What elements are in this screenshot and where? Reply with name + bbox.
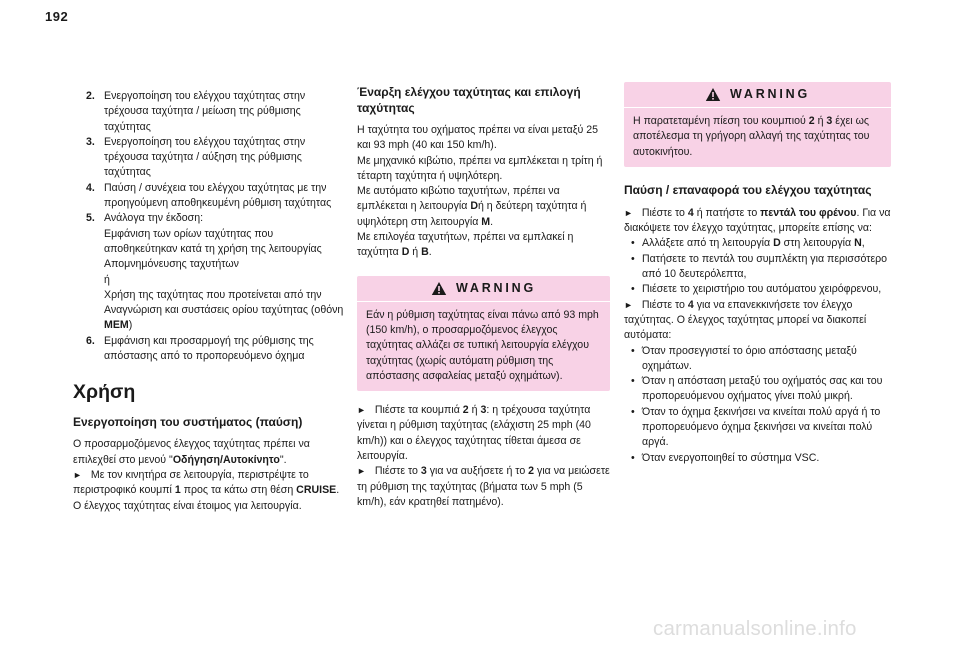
arrow-bullet-icon: ► bbox=[357, 405, 366, 416]
column-left bbox=[73, 89, 344, 514]
bullet-dot-icon: • bbox=[631, 237, 635, 250]
instruction-paragraph: ► Πιέστε το 3 για να αυξήσετε ή το 2 για να μειώσετε τη ρύθμιση της ταχύτητας (βήματα των 5 mph (5 km/h), εάν κρατηθεί πατημένο). bbox=[357, 465, 610, 508]
item-number: 6. bbox=[86, 334, 95, 347]
item-text: Εμφάνιση και προσαρμογή της ρύθμισης της απόστασης από το προπορευόμενο όχημα bbox=[104, 334, 314, 363]
item-text: Ενεργοποίηση του ελέγχου ταχύτητας στην τρέχουσα ταχύτητα / μείωση της ρύθμισης ταχύτητας bbox=[104, 90, 306, 133]
subsection-title: Ενεργοποίηση του συστήματος (παύση) bbox=[73, 415, 303, 430]
warning-label: WARNING bbox=[729, 86, 810, 101]
bullet-item: • Όταν προσεγγιστεί το όριο απόστασης μεταξύ οχημάτων. bbox=[631, 344, 857, 372]
warning-label: WARNING bbox=[455, 280, 536, 295]
arrow-bullet-icon: ► bbox=[624, 299, 633, 310]
warning-box bbox=[624, 82, 891, 167]
subsection-title: Παύση / επαναφορά του ελέγχου ταχύτητας bbox=[624, 182, 872, 197]
bullet-dot-icon: • bbox=[631, 405, 635, 418]
list-item bbox=[86, 135, 344, 181]
bullet-dot-icon: • bbox=[631, 375, 635, 388]
instruction-paragraph: ► Πιέστε το 4 ή πατήστε το πεντάλ του φρένου. Για να διακόψετε τον έλεγχο ταχύτητας, μπορείτε επίσης να: bbox=[624, 206, 891, 235]
bullet-item: • Όταν ενεργοποιηθεί το σύστημα VSC. bbox=[624, 451, 891, 466]
arrow-bullet-icon: ► bbox=[73, 469, 82, 480]
item-number: 5. bbox=[86, 212, 95, 225]
instruction-paragraph: ► Πιέστε το 4 για να επανεκκινήσετε τον έλεγχο ταχύτητας. Ο έλεγχος ταχύτητας μπορεί να διακοπεί αυτόματα: bbox=[624, 298, 867, 342]
paragraph: Με αυτόματο κιβώτιο ταχυτήτων, πρέπει να εμπλέκεται η λειτουργία Dή η δεύτερη ταχύτητα ή υψηλότερη στη λειτουργία M. bbox=[357, 185, 587, 228]
warning-header bbox=[357, 276, 610, 302]
bullet-dot-icon: • bbox=[631, 283, 635, 296]
arrow-bullet-icon: ► bbox=[357, 466, 366, 477]
warning-header bbox=[624, 82, 891, 108]
item-number: 3. bbox=[86, 135, 95, 148]
warning-text: Η παρατεταμένη πίεση του κουμπιού 2 ή 3 έχει ως αποτέλεσμα τη γρήγορη αλλαγή της ταχύτητας του αυτοκινήτου. bbox=[633, 115, 870, 158]
instruction-paragraph: ► Με τον κινητήρα σε λειτουργία, περιστρέψτε το περιστροφικό κουμπί 1 προς τα κάτω στη θέση CRUISE. Ο έλεγχος ταχύτητας είναι έτοιμος για λειτουργία. bbox=[73, 468, 340, 512]
bullet-item: • Αλλάξετε από τη λειτουργία D στη λειτουργία N, bbox=[624, 236, 891, 251]
item-5-option-b: Χρήση της ταχύτητας που προτείνεται από την Αναγνώριση και συστάσεις ορίου ταχύτητας (οθόνη MEM) bbox=[104, 288, 344, 332]
item-text: Παύση / συνέχεια του ελέγχου ταχύτητας με την προηγούμενη αποθηκευμένη ρύθμιση ταχύτητας bbox=[104, 181, 332, 210]
item-text: Ανάλογα την έκδοση: bbox=[104, 212, 204, 225]
page-number: 192 bbox=[45, 9, 69, 24]
list-item bbox=[86, 89, 344, 135]
list-item bbox=[86, 334, 344, 365]
instruction-paragraph: ► Πιέστε τα κουμπιά 2 ή 3: η τρέχουσα ταχύτητα γίνεται η ρύθμιση ταχύτητας (ελάχιστη 25 mph (40 km/h)) και ο έλεγχος ταχύτητας τίθεται άμεσα σε λειτουργία. bbox=[357, 404, 591, 463]
paragraph: Με επιλογέα ταχυτήτων, πρέπει να εμπλακεί η ταχύτητα D ή B. bbox=[357, 231, 574, 259]
item-number: 4. bbox=[86, 181, 95, 194]
bullet-item: • Πατήσετε το πεντάλ του συμπλέκτη για περισσότερο από 10 δευτερόλεπτα, bbox=[631, 252, 888, 281]
warning-box bbox=[357, 276, 610, 391]
bullet-dot-icon: • bbox=[631, 344, 635, 357]
paragraph: Με μηχανικό κιβώτιο, πρέπει να εμπλέκεται η τρίτη ή τέταρτη ταχύτητα ή υψηλότερη. bbox=[357, 154, 603, 182]
item-number: 2. bbox=[86, 90, 95, 102]
item-text: Ενεργοποίηση του ελέγχου ταχύτητας στην τρέχουσα ταχύτητα / αύξηση της ρύθμισης ταχύτητας bbox=[104, 135, 306, 179]
arrow-bullet-icon: ► bbox=[624, 207, 633, 218]
column-middle bbox=[357, 84, 610, 510]
warning-triangle-icon bbox=[431, 281, 447, 296]
item-5-option-a: Εμφάνιση των ορίων ταχύτητας που αποθηκεύτηκαν κατά τη χρήση της λειτουργίας Απομνημόνευσης ταχυτήτων bbox=[104, 227, 322, 271]
paragraph: Ο προσαρμοζόμενος έλεγχος ταχύτητας πρέπει να επιλεχθεί στο μενού "Οδήγηση/Αυτοκίνητο". bbox=[73, 438, 310, 466]
bullet-dot-icon: • bbox=[631, 451, 635, 464]
bullet-item: • Όταν το όχημα ξεκινήσει να κινείται πολύ αργά ή το προπορευόμενο όχημα ξεκινήσει να κινείται πολύ αργά. bbox=[631, 405, 881, 449]
bullet-dot-icon: • bbox=[631, 252, 635, 265]
watermark: carmanualsonline.info bbox=[653, 617, 857, 640]
paragraph: Η ταχύτητα του οχήματος πρέπει να είναι μεταξύ 25 και 93 mph (40 και 150 km/h). bbox=[357, 124, 599, 152]
list-item bbox=[86, 211, 344, 226]
list-item bbox=[86, 181, 344, 212]
warning-triangle-icon bbox=[705, 87, 721, 102]
bullet-item: • Όταν η απόσταση μεταξύ του οχήματός σας και του προπορευόμενου οχήματος γίνει πολύ μικρή. bbox=[631, 375, 883, 403]
bullet-item: • Πιέσετε το χειριστήριο του αυτόματου χειρόφρενου, bbox=[624, 282, 891, 297]
warning-text: Εάν η ρύθμιση ταχύτητας είναι πάνω από 93 mph (150 km/h), ο προσαρμοζόμενος έλεγχος ταχύτητας αλλάζει σε τυπική λειτουργία ελέγχου ταχύτητας (χωρίς αυτόματη ρύθμιση της απόστασης ασφαλείας μεταξύ οχημάτων). bbox=[366, 308, 599, 382]
section-title: Χρήση bbox=[73, 381, 136, 404]
subsection-title: Έναρξη ελέγχου ταχύτητας και επιλογή ταχύτητας bbox=[357, 85, 581, 115]
column-right bbox=[624, 82, 891, 466]
item-5-or: ή bbox=[104, 273, 110, 286]
